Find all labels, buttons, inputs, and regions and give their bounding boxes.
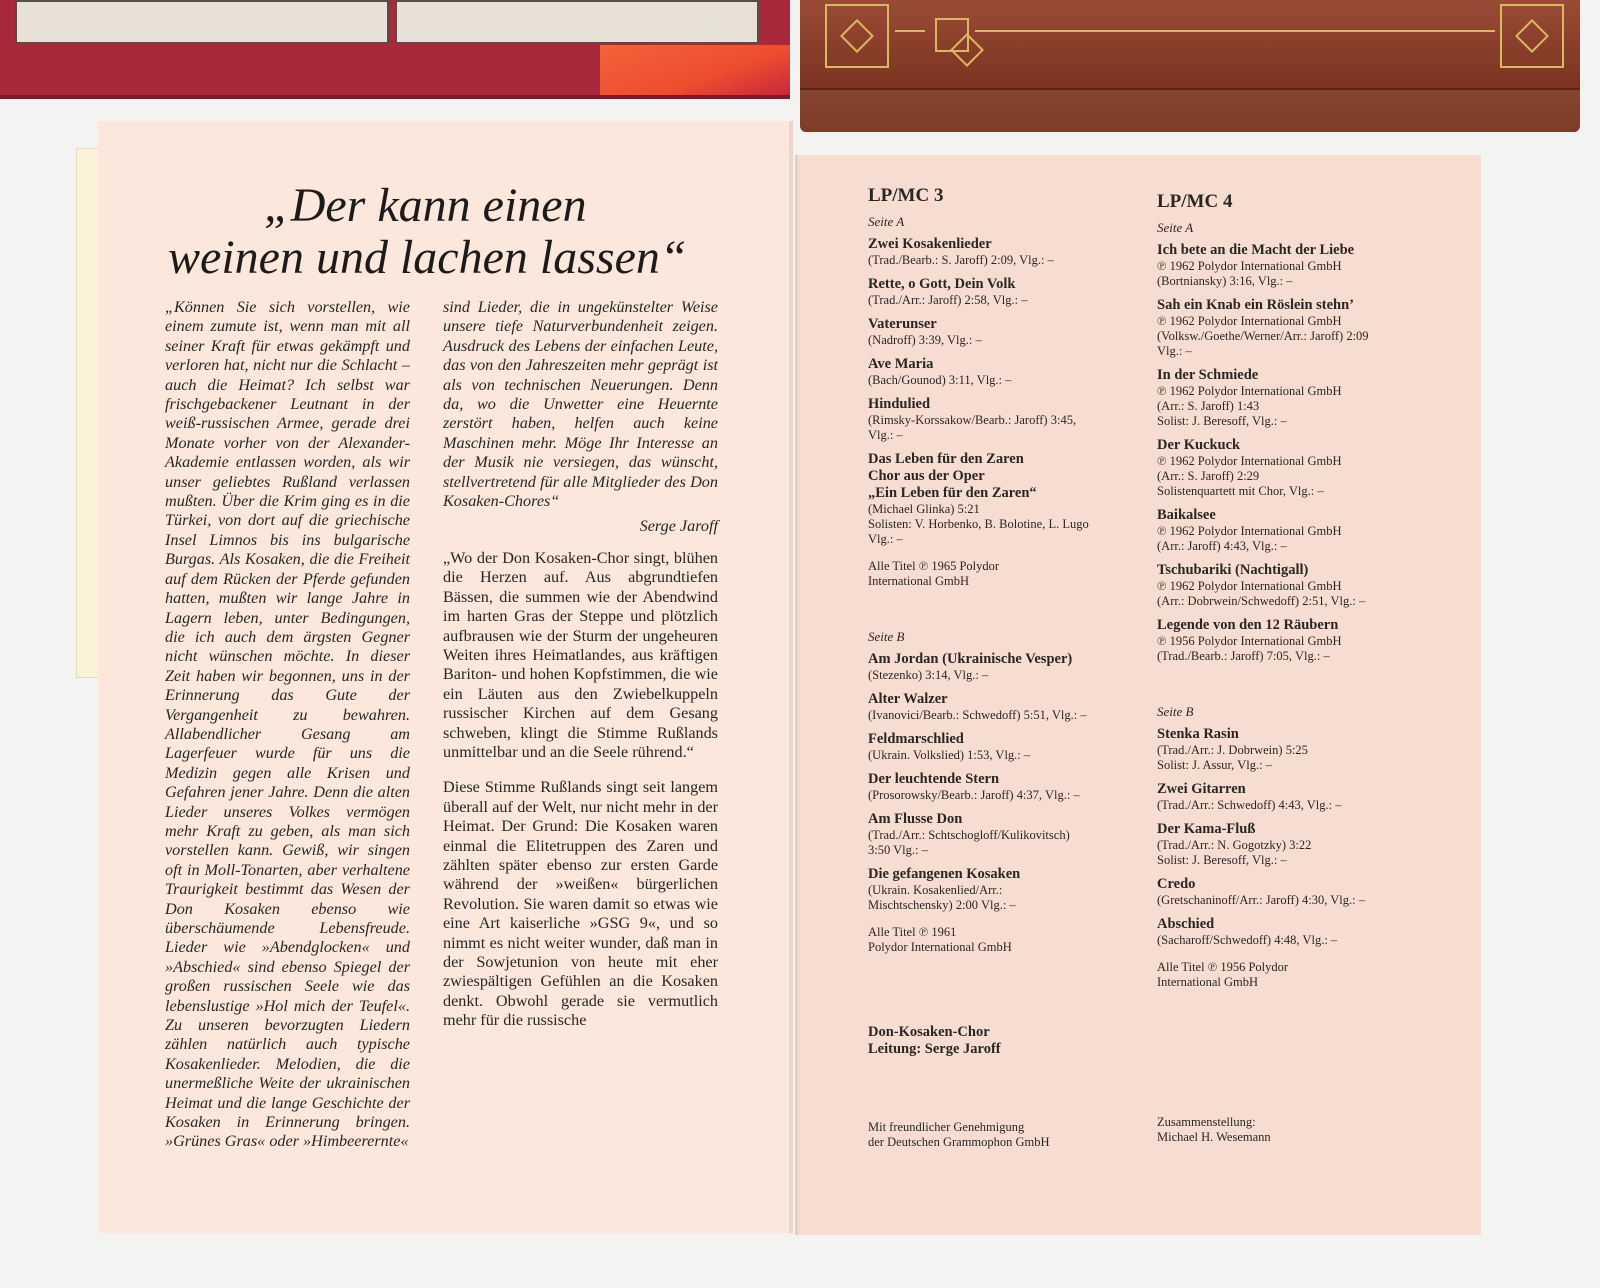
track-title: Credo — [1157, 876, 1196, 892]
track-item — [868, 811, 1138, 858]
track-item — [1157, 437, 1427, 499]
track-meta: (Trad./Arr.: Jaroff) 2:58, Vlg.: – — [868, 293, 1028, 307]
track-meta: ℗ 1962 Polydor International GmbH (Arr.: Dobrwein/Schwedoff) 2:51, Vlg.: – — [1157, 579, 1366, 608]
track-item — [1157, 617, 1427, 664]
gold-ornament — [1500, 4, 1564, 68]
track-title: Zwei Kosakenlieder — [868, 236, 992, 252]
track-meta: (Michael Glinka) 5:21 Solisten: V. Horbenko, B. Bolotine, L. Lugo Vlg.: – — [868, 502, 1089, 546]
track-meta: (Trad./Arr.: J. Dobrwein) 5:25 Solist: J. Assur, Vlg.: – — [1157, 743, 1308, 772]
article-quote: „Wo der Don Kosaken-Chor singt, blühen die Herzen auf. Aus abgrundtiefen Bässen, die summen wie der Abendwind im harten Gras der Steppe und plötzlich aufbrausen wie der Sturm der ungeheuren Weiten ihres Heimatlandes, aus kräftigen Bariton- und hohen Kopfstimmen, die wie ein Läuten aus den Zwiebelkuppeln russischer Kirchen auf dem Gesang schweben, klingt die Stimme Rußlands unmittelbar und an die Seele rührend.“ — [443, 548, 718, 761]
headline — [168, 180, 748, 284]
article-text: „Können Sie sich vorstellen, wie einem zumute ist, wenn man mit all seiner Kraft für etwas gekämpft und verloren hat, nicht nur die Schlacht – auch die Heimat? Ich selbst war frischgebackener Leutnant in der weiß-russischen Armee, gerade drei Monate vorher von der Alexander-Akademie entlassen worden, als wir unser geliebtes Rußland verlassen mußten. Über die Krim ging es in die Türkei, von dort auf die griechische Insel Limnos bis ins bulgarische Burgas. Als Kosaken, die die Freiheit auf dem Rücken der Pferde gefunden hatten, mußten wir lange Jahre in Lagern leben, unter Bedingungen, die ich auch dem ärgsten Gegner nicht wünschen möchte. In dieser Zeit haben wir begonnen, uns in der Erinnerung das Gute der Vergangenheit zu bewahren. Allabendlicher Gesang am Lagerfeuer wurde für uns die Medizin gegen alle Krisen und Gefahren jener Jahre. Denn die alten Lieder unseres Volkes vermögen mehr Kraft zu geben, als man sich vorstellen kann. Gewiß, wir singen oft in Moll-Tonarten, aber verhaltene Traurigkeit bestimmt das Wesen der Don Kosaken ebenso wie überschäumende Lebensfreude. Lieder wie »Abendglocken« und »Abschied« sind ebenso Spiegel der großen russischen Seele wie das lebenslustige »Hol mich der Teufel«. Zu unseren bevorzugten Liedern zählen natürlich auch typische Kosakenlieder. Melodien, die die unermeßliche Weite der ukrainischen Heimat und die lange Geschichte der Kosaken in Erinnerung bringen. »Grünes Gras« oder »Himbeerernte« — [165, 298, 410, 1151]
track-meta: (Trad./Arr.: N. Gogotzky) 3:22 Solist: J. Beresoff, Vlg.: – — [1157, 838, 1312, 867]
track-item — [868, 396, 1138, 443]
track-title: Am Flusse Don — [868, 811, 963, 827]
track-title: Ave Maria — [868, 356, 934, 372]
side-label: Seite B — [868, 629, 905, 644]
track-meta: (Nadroff) 3:39, Vlg.: – — [868, 333, 982, 347]
headline-line-2: weinen und lachen lassen“ — [168, 231, 687, 284]
track-meta: (Prosorowsky/Bearb.: Jaroff) 4:37, Vlg.: – — [868, 788, 1080, 802]
brown-cassette-box — [800, 0, 1580, 132]
track-title: Alter Walzer — [868, 691, 948, 707]
track-meta: (Ukrain. Kosakenlied/Arr.: Mischtschensky) 2:00 Vlg.: – — [868, 883, 1016, 912]
box-lid — [800, 0, 1580, 90]
track-title: Das Leben für den Zaren Chor aus der Oper „Ein Leben für den Zaren“ — [868, 451, 1037, 501]
side-label: Seite A — [1157, 220, 1194, 235]
track-title: Der Kama-Fluß — [1157, 821, 1256, 837]
track-title: Hindulied — [868, 396, 931, 412]
track-item — [868, 356, 1138, 388]
track-item — [868, 866, 1138, 913]
track-title: Ich bete an die Macht der Liebe — [1157, 242, 1355, 258]
track-title: Am Jordan (Ukrainische Vesper) — [868, 651, 1073, 667]
track-item — [1157, 876, 1427, 908]
rights-note: Alle Titel ℗ 1961 Polydor International GmbH — [868, 925, 1012, 954]
choir-credit: Don-Kosaken-Chor Leitung: Serge Jaroff — [868, 1024, 1001, 1057]
track-title: Sah ein Knab ein Röslein stehn’ — [1157, 297, 1355, 313]
rights-note: Alle Titel ℗ 1956 Polydor International GmbH — [1157, 960, 1289, 989]
lp-header: LP/MC 4 — [1157, 191, 1233, 212]
track-item — [868, 771, 1138, 803]
track-meta: (Sacharoff/Schwedoff) 4:48, Vlg.: – — [1157, 933, 1338, 947]
gold-line — [975, 30, 1495, 32]
track-item — [1157, 562, 1427, 609]
orange-stripe — [600, 45, 790, 95]
track-title: Stenka Rasin — [1157, 726, 1239, 742]
track-meta: (Trad./Arr.: Schwedoff) 4:43, Vlg.: – — [1157, 798, 1342, 812]
track-meta: ℗ 1956 Polydor International GmbH (Trad./Bearb.: Jaroff) 7:05, Vlg.: – — [1157, 634, 1342, 663]
track-title: Der Kuckuck — [1157, 437, 1241, 453]
track-item — [1157, 821, 1427, 868]
track-item — [1157, 781, 1427, 813]
rights-note: Alle Titel ℗ 1965 Polydor International GmbH — [868, 559, 1000, 588]
track-title: In der Schmiede — [1157, 367, 1259, 383]
track-meta: (Trad./Arr.: Schtschogloff/Kulikovitsch) 3:50 Vlg.: – — [868, 828, 1070, 857]
track-meta: ℗ 1962 Polydor International GmbH (Volksw./Goethe/Werner/Arr.: Jaroff) 2:09 Vlg.: – — [1157, 314, 1369, 358]
track-meta: ℗ 1962 Polydor International GmbH (Arr.: Jaroff) 4:43, Vlg.: – — [1157, 524, 1342, 553]
track-meta: ℗ 1962 Polydor International GmbH (Arr.: S. Jaroff) 2:29 Solistenquartett mit Chor, Vlg.: – — [1157, 454, 1342, 498]
track-item — [1157, 297, 1427, 359]
article-text: Diese Stimme Rußlands singt seit langem überall auf der Welt, nur nicht mehr in der Heimat. Der Grund: Die Kosaken waren einmal die Elitetruppen des Zaren und zählten später ebenso zur ersten Garde während der »weißen« bürgerlichen Revolution. Sie waren damit so etwas wie eine Art kaiserliche »GSG 9«, und so nimmt es nicht weiter wunder, daß man in der Sowjetunion von heute mit eher zwiespältigen Gefühlen an die Kosaken denkt. Obwohl gerade sie vermutlich mehr für die russische — [443, 778, 718, 1030]
track-item — [1157, 367, 1427, 429]
article-column-1 — [165, 298, 410, 1152]
track-item — [868, 691, 1138, 723]
cassette — [395, 0, 759, 44]
track-title: Legende von den 12 Räubern — [1157, 617, 1339, 633]
lp3-tracklist — [868, 185, 1138, 995]
track-title: Abschied — [1157, 916, 1215, 932]
gold-ornament — [825, 4, 889, 68]
side-label: Seite A — [868, 214, 905, 229]
track-meta: (Rimsky-Korssakow/Bearb.: Jaroff) 3:45, Vlg.: – — [868, 413, 1077, 442]
track-title: Feldmarschlied — [868, 731, 964, 747]
track-item — [868, 316, 1138, 348]
gold-line — [895, 30, 925, 32]
article-text: sind Lieder, die in ungekünstelter Weise unsere tiefe Naturverbundenheit zeigen. Ausdruck des Lebens der einfachen Leute, das von den Jahreszeiten mehr geprägt ist als von technischen Neuerungen. Denn da, wo die Unwetter eine Heuernte zerstört haben, helfen auch keine Maschinen mehr. Möge Ihr Interesse an der Musik nie versiegen, das wünscht, stellvertretend für alle Mitglieder des Don Kosaken-Chores“ — [443, 298, 718, 511]
track-item — [868, 276, 1138, 308]
track-title: Der leuchtende Stern — [868, 771, 1000, 787]
side-label: Seite B — [1157, 704, 1194, 719]
track-item — [1157, 726, 1427, 773]
track-meta: ℗ 1962 Polydor International GmbH (Arr.: S. Jaroff) 1:43 Solist: J. Beresoff, Vlg.: – — [1157, 384, 1342, 428]
track-item — [868, 451, 1138, 547]
permission-note: Mit freundlicher Genehmigung der Deutschen Grammophon GmbH — [868, 1120, 1050, 1149]
track-item — [868, 651, 1138, 683]
lp4-tracklist — [1157, 191, 1427, 1030]
article-column-2 — [443, 298, 718, 1031]
track-meta: (Bach/Gounod) 3:11, Vlg.: – — [868, 373, 1012, 387]
track-item — [1157, 242, 1427, 289]
compilation-credit: Zusammenstellung: Michael H. Wesemann — [1157, 1115, 1271, 1144]
track-item — [868, 731, 1138, 763]
cassette — [15, 0, 389, 44]
track-meta: ℗ 1962 Polydor International GmbH (Bortniansky) 3:16, Vlg.: – — [1157, 259, 1342, 288]
track-title: Baikalsee — [1157, 507, 1216, 523]
track-item — [1157, 916, 1427, 948]
track-meta: (Trad./Bearb.: S. Jaroff) 2:09, Vlg.: – — [868, 253, 1054, 267]
track-title: Tschubariki (Nachtigall) — [1157, 562, 1309, 578]
track-item — [1157, 507, 1427, 554]
track-title: Rette, o Gott, Dein Volk — [868, 276, 1016, 292]
track-meta: (Stezenko) 3:14, Vlg.: – — [868, 668, 989, 682]
headline-line-1: „Der kann einen — [264, 179, 587, 232]
track-meta: (Ivanovici/Bearb.: Schwedoff) 5:51, Vlg.: – — [868, 708, 1087, 722]
track-meta: (Ukrain. Volkslied) 1:53, Vlg.: – — [868, 748, 1031, 762]
track-item — [868, 236, 1138, 268]
signature: Serge Jaroff — [639, 517, 718, 536]
track-meta: (Gretschaninoff/Arr.: Jaroff) 4:30, Vlg.: – — [1157, 893, 1365, 907]
gold-ornament — [935, 18, 969, 52]
track-title: Vaterunser — [868, 316, 937, 332]
red-cassette-box — [0, 0, 790, 99]
track-title: Die gefangenen Kosaken — [868, 866, 1021, 882]
track-title: Zwei Gitarren — [1157, 781, 1246, 797]
lp-header: LP/MC 3 — [868, 185, 944, 206]
